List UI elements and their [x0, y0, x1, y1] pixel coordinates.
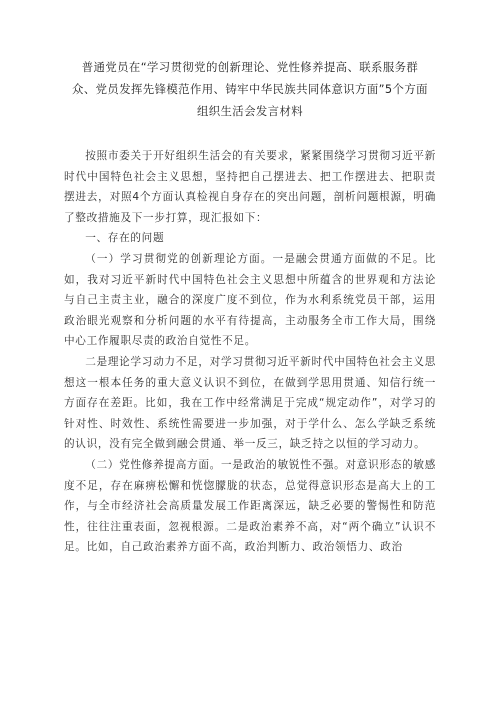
paragraph-party-spirit: （二）党性修养提高方面。一是政治的敏锐性不强。对意识形态的敏感度不足，存在麻痹松懈和恍惚朦胧的状态，总觉得意识形态是高大上的工作，与全市经济社会高质量发展工作距离深远，缺乏必要的警惕性和防范性，往往注重表面，忽视根源。二是政治素养不高，对“两个确立”认识不足。比如，自己政治素养方面不高，政治判断力、政治领悟力、政治: [64, 458, 436, 554]
document-title: 普通党员在“学习贯彻党的创新理论、党性修养提高、联系服务群众、党员发挥先锋模范作用、铸牢中华民族共同体意识方面”5个方面组织生活会发言材料: [72, 60, 428, 118]
paragraph-study-motivation: 二是理论学习动力不足，对学习贯彻习近平新时代中国特色社会主义思想这一根本任务的重大意义认识不到位，在做到学思用贯通、知信行统一方面存在差距。比如，我在工作中经常满足于完成“规定动作”，对学习的针对性、时效性、系统性需要进一步加强，对于学什么、怎么学缺乏系统的认识，没有完全做到融会贯通、举一反三，缺乏持之以恒的学习动力。: [64, 355, 436, 451]
intro-paragraph: 按照市委关于开好组织生活会的有关要求，紧紧围绕学习贯彻习近平新时代中国特色社会主义思想，坚持把自己摆进去、把工作摆进去、把职责摆进去，对照4个方面认真检视自身存在的突出问题，剖析问题根源，明确了整改措施及下一步打算，现汇报如下：: [64, 150, 436, 224]
section-heading-problems: 一、存在的问题: [85, 232, 165, 245]
paragraph-theory-study: （一）学习贯彻党的创新理论方面。一是融会贯通方面做的不足。比如，我对习近平新时代中国特色社会主义思想中所蕴含的世界观和方法论与自己主责主业，融合的深度广度不到位，作为水利系统党员干部，运用政治眼光观察和分析问题的水平有待提高，主动服务全市工作大局，围绕中心工作履职尽责的政治自觉性不足。: [64, 252, 436, 348]
